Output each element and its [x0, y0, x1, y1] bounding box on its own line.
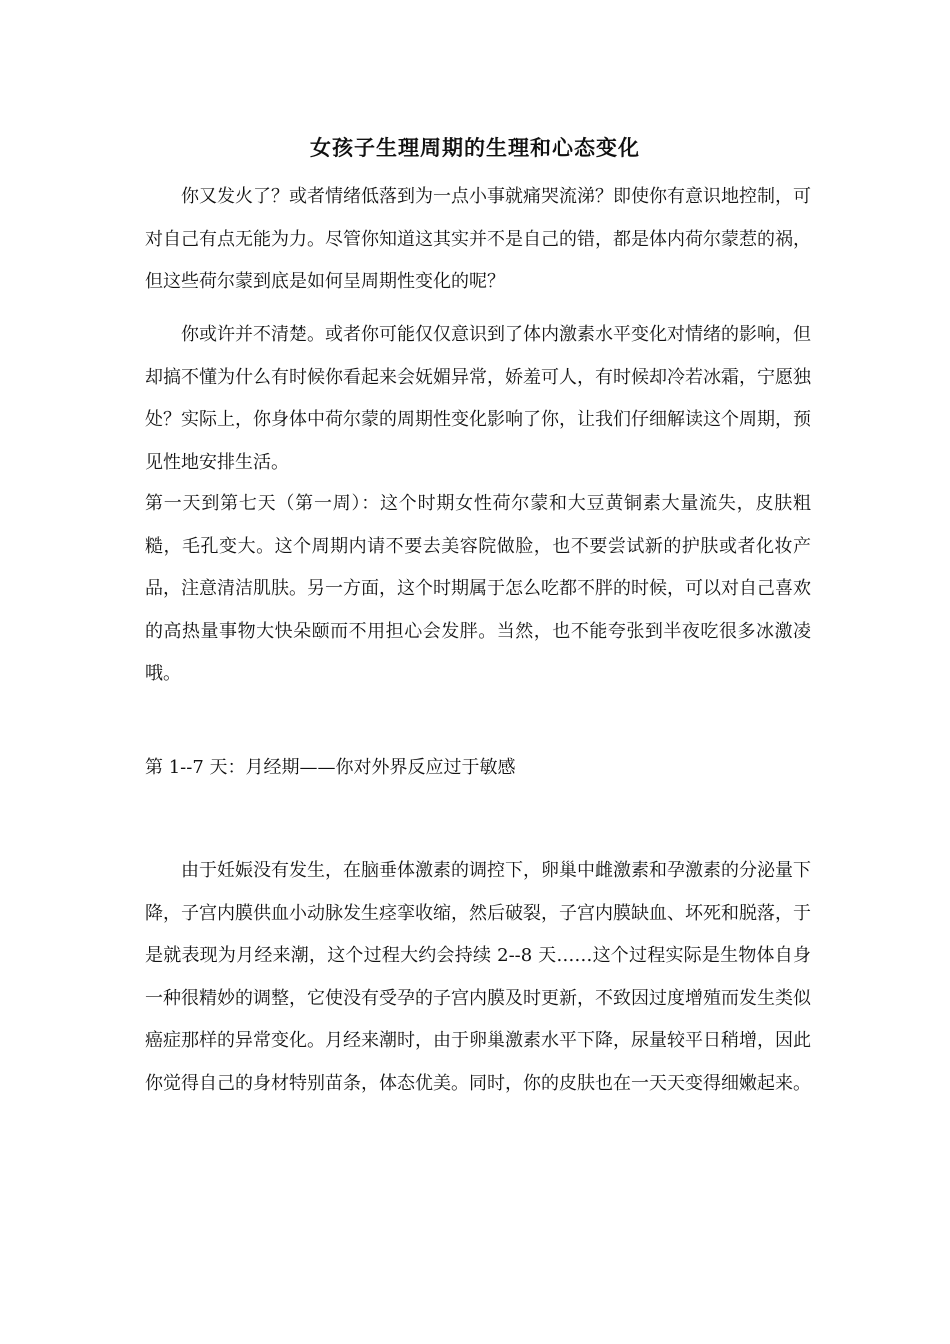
section-heading: 第 1--7 天：月经期——你对外界反应过于敏感	[145, 757, 516, 778]
intro-paragraph: 你又发火了？或者情绪低落到为一点小事就痛哭流涕？即使你有意识地控制，可对自己有点无能为力。尽管你知道这其实并不是自己的错，都是体内荷尔蒙惹的祸，但这些荷尔蒙到底是如何呈周期性变化的呢？	[145, 186, 811, 293]
explanation-paragraph: 你或许并不清楚。或者你可能仅仅意识到了体内激素水平变化对情绪的影响，但却搞不懂为什么有时候你看起来会妩媚异常，娇羞可人，有时候却冷若冰霜，宁愿独处？实际上，你身体中荷尔蒙的周期性变化影响了你，让我们仔细解读这个周期，预见性地安排生活。	[145, 324, 811, 473]
week-one-paragraph: 第一天到第七天（第一周）：这个时期女性荷尔蒙和大豆黄铜素大量流失，皮肤粗糙，毛孔变大。这个周期内请不要去美容院做脸，也不要尝试新的护肤或者化妆产品，注意清洁肌肤。另一方面，这个时期属于怎么吃都不胖的时候，可以对自己喜欢的高热量事物大快朵颐而不用担心会发胖。当然，也不能夸张到半夜吃很多冰激凌哦。	[145, 493, 811, 685]
document-title: 女孩子生理周期的生理和心态变化	[310, 136, 640, 161]
menstrual-phase-paragraph: 由于妊娠没有发生，在脑垂体激素的调控下，卵巢中雌激素和孕激素的分泌量下降，子宫内膜供血小动脉发生痉挛收缩，然后破裂，子宫内膜缺血、坏死和脱落，于是就表现为月经来潮，这个过程大约会持续 2--8 天……这个过程实际是生物体自身一种很精妙的调整，它使没有受孕的子宫内膜及时更新，不致因过度增殖而发生类似癌症那样的异常变化。月经来潮时，由于卵巢激素水平下降，尿量较平日稍增，因此你觉得自己的身材特别苗条，体态优美。同时，你的皮肤也在一天天变得细嫩起来。	[145, 860, 811, 1094]
